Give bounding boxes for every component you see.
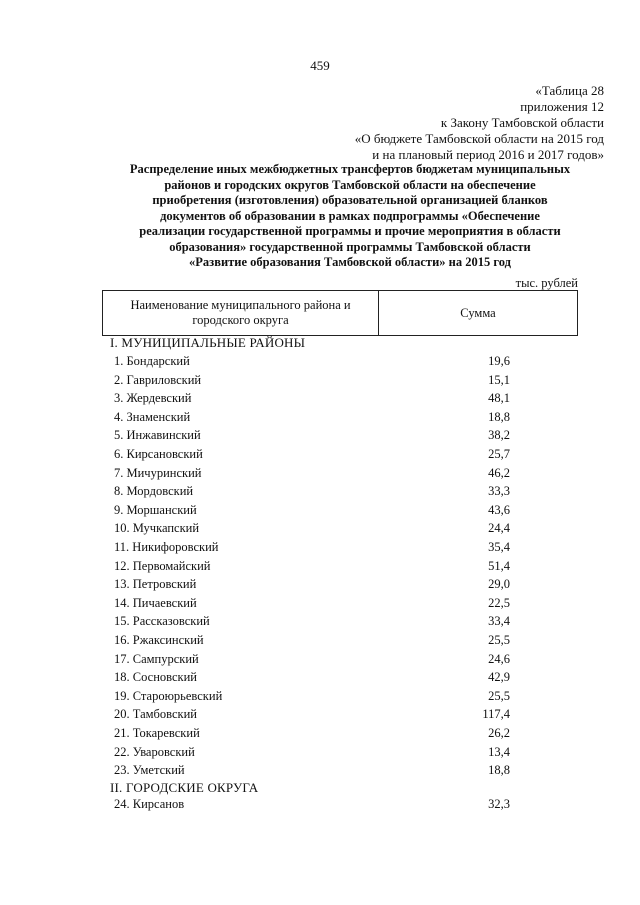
row-value: 51,4 [488,558,510,573]
appendix-line: «О бюджете Тамбовской области на 2015 год [354,131,604,146]
row-name: 9. Моршанский [114,502,197,517]
row-value: 48,1 [488,391,510,406]
row-name: 18. Сосновский [114,670,197,685]
row-value: 26,2 [488,726,510,740]
row-name: 11. Никифоровский [114,540,219,554]
title-line: районов и городских округов Тамбовской области на обеспечение [164,177,536,192]
row-value: 42,9 [488,670,510,685]
units-label: тыс. рублей [515,276,578,290]
row-value: 13,4 [488,744,510,759]
row-name: 16. Ржаксинский [114,633,204,647]
table-row [110,521,510,539]
row-name: 12. Первомайский [114,558,211,573]
row-name: 2. Гавриловский [114,372,202,387]
section-municipal-districts: I. МУНИЦИПАЛЬНЫЕ РАЙОНЫ [110,335,306,350]
row-value: 18,8 [488,763,510,778]
table-row [110,559,510,577]
row-value: 15,1 [488,372,510,387]
row-name: 13. Петровский [114,577,197,592]
table-row [110,391,510,409]
row-value: 25,5 [488,688,510,703]
appendix-line: и на плановый период 2016 и 2017 годов» [372,147,604,162]
row-value: 43,6 [488,502,510,517]
row-value: 33,3 [488,484,510,499]
title-line: реализации государственной программы и прочие мероприятия в области [139,224,561,238]
title-line: образования» государственной программы Тамбовской области [169,239,531,254]
table-row [110,354,510,372]
table-row [110,373,510,391]
row-name: 20. Тамбовский [114,707,197,722]
row-name: 19. Староюрьевский [114,688,223,703]
table-row [110,410,510,428]
row-name: 23. Уметский [114,763,185,778]
row-value: 29,0 [488,577,510,592]
table-title [102,162,598,271]
row-name: 6. Кирсановский [114,447,203,461]
header-name-column: Наименование муниципального района и городского округа [103,291,379,335]
table-row [110,484,510,502]
table-row [110,745,510,763]
appendix-line: «Таблица 28 [535,83,604,98]
table-header [102,290,578,336]
row-name: 5. Инжавинский [114,428,201,443]
section-city-districts: II. ГОРОДСКИЕ ОКРУГА [110,780,259,795]
row-value: 24,4 [488,521,510,536]
title-line: приобретения (изготовления) образовательной организацией бланков [152,193,548,207]
appendix-reference [355,83,604,163]
header-sum-column: Сумма [460,305,496,320]
table-row [110,726,510,744]
table-row [110,503,510,521]
row-value: 25,5 [488,633,510,647]
row-value: 18,8 [488,409,510,424]
title-line: Распределение иных межбюджетных трансфертов бюджетам муниципальных [129,162,571,176]
appendix-line: к Закону Тамбовской области [440,115,604,130]
row-value: 35,4 [488,540,510,554]
table-row [110,540,510,558]
row-value: 19,6 [488,354,510,368]
row-value: 38,2 [488,428,510,443]
row-value: 22,5 [488,595,510,610]
table-row [110,447,510,465]
table-row [110,614,510,632]
row-value: 117,4 [482,707,510,722]
row-name: 1. Бондарский [114,354,190,368]
row-value: 46,2 [488,465,510,480]
row-name: 7. Мичуринский [114,465,202,480]
table-row [110,633,510,651]
appendix-line: приложения 12 [520,99,604,114]
row-value: 24,6 [488,651,510,666]
row-value: 25,7 [488,447,510,461]
title-line: «Развитие образования Тамбовской области» на 2015 год [189,255,511,269]
row-name: 22. Уваровский [114,744,195,759]
row-name: 14. Пичаевский [114,595,197,610]
title-line: документов об образовании в рамках подпрограммы «Обеспечение [160,208,540,223]
row-name: 17. Сампурский [114,651,199,666]
table-row [110,689,510,707]
table-row [110,466,510,484]
row-name: 10. Мучкапский [114,521,200,536]
table-row [110,652,510,670]
table-row [110,797,510,815]
row-value: 33,4 [488,614,510,629]
row-name: 15. Рассказовский [114,614,210,629]
table-row [110,596,510,614]
row-name: 4. Знаменский [114,409,191,424]
row-name: 21. Токаревский [114,726,200,740]
table-row [110,707,510,725]
table-row [110,428,510,446]
page-number: 459 [310,58,330,73]
table-row [110,670,510,688]
table-row [110,763,510,781]
row-name: 3. Жердевский [114,391,192,406]
row-name: 8. Мордовский [114,484,194,499]
table-row [110,577,510,595]
row-value: 32,3 [488,797,510,811]
row-name: 24. Кирсанов [114,797,185,811]
